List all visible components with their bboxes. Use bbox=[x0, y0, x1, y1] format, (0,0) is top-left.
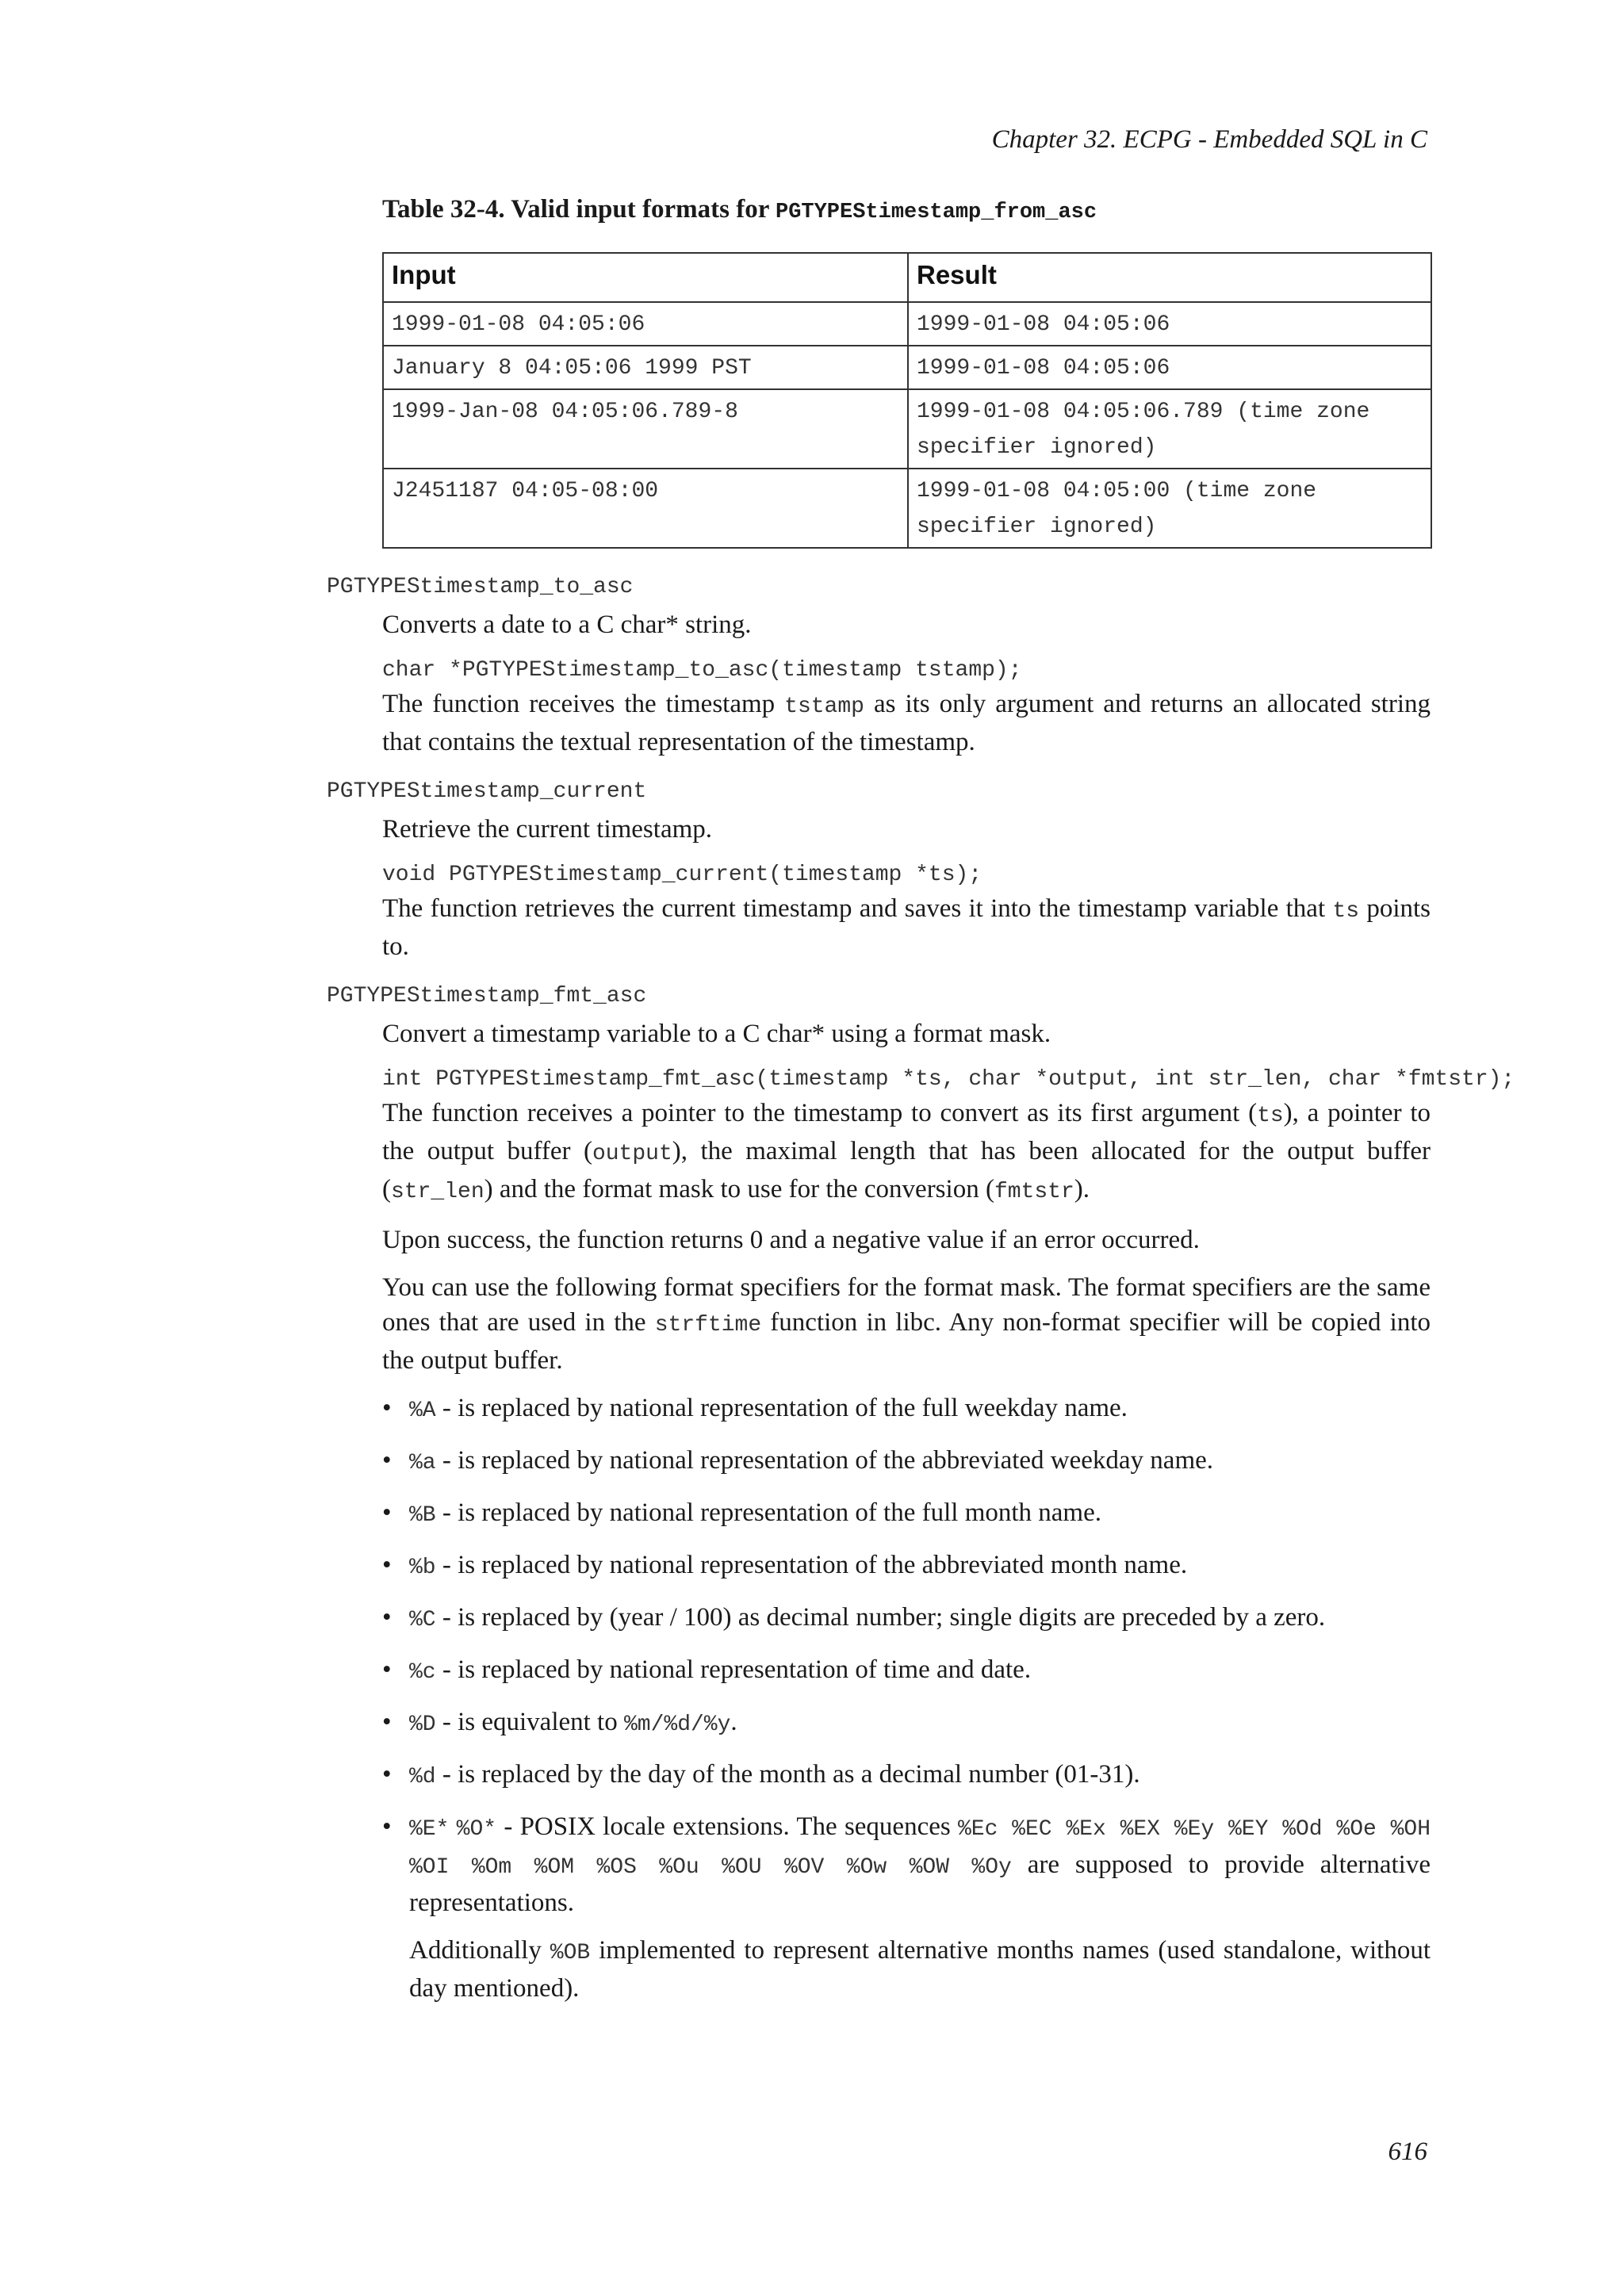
bullet-icon: • bbox=[382, 1812, 392, 1841]
table-row bbox=[383, 346, 1431, 389]
column-header-input: Input bbox=[383, 253, 908, 302]
table-cell-result: 1999-01-08 04:05:06 bbox=[908, 346, 1431, 389]
function-body bbox=[382, 1016, 1515, 2006]
inline-code: ts bbox=[1257, 1104, 1284, 1128]
function-name: PGTYPEStimestamp_fmt_asc bbox=[327, 984, 647, 1008]
inline-code: tstamp bbox=[784, 695, 864, 719]
table-header-row bbox=[383, 253, 1431, 302]
specifier-code: %Ec %EC %Ex %EX %Ey %EY %Od %Oe %OH %OI %Om %OM %OS %Ou %OU %OV %Ow %OW %Oy bbox=[409, 1817, 1431, 1880]
specifier-code: %C bbox=[409, 1608, 436, 1632]
table-title-code: PGTYPEStimestamp_from_asc bbox=[776, 201, 1097, 224]
inline-code: str_len bbox=[391, 1180, 485, 1204]
desc-text: points to. bbox=[382, 894, 1431, 961]
function-description bbox=[382, 891, 1431, 964]
specifier-code: %b bbox=[409, 1556, 436, 1580]
posix-additional-note bbox=[409, 1933, 1431, 2006]
desc-text: ), a pointer to the output buffer ( bbox=[382, 1099, 1431, 1165]
specifier-text: - is replaced by national representation of the full weekday name. bbox=[435, 1394, 1128, 1422]
list-item bbox=[382, 1652, 1431, 1690]
list-item bbox=[382, 1443, 1431, 1481]
table-title-text: Table 32-4. Valid input formats for bbox=[382, 195, 776, 224]
desc-text: as its only argument and returns an allocated string that contains the textual representation of the timestamp. bbox=[382, 690, 1431, 756]
desc-text: The function receives the timestamp bbox=[382, 690, 785, 718]
bullet-icon: • bbox=[382, 1551, 392, 1579]
function-summary: Converts a date to a C char* string. bbox=[382, 610, 752, 639]
function-description bbox=[382, 687, 1431, 760]
function-synopsis: char *PGTYPEStimestamp_to_asc(timestamp tstamp); bbox=[382, 658, 1022, 683]
specifier-text: - is replaced by national representation of the abbreviated month name. bbox=[435, 1551, 1188, 1579]
specifier-code: %D bbox=[409, 1712, 436, 1737]
list-item bbox=[382, 1809, 1431, 2006]
specifier-code: %B bbox=[409, 1503, 436, 1528]
desc-text: You can use the following format specifiers for the format mask. The format specifiers are the same ones that are used in the bbox=[382, 1273, 1431, 1337]
list-item bbox=[382, 1391, 1431, 1429]
function-synopsis: int PGTYPEStimestamp_fmt_asc(timestamp *ts, char *output, int str_len, char *fmtstr); bbox=[382, 1067, 1515, 1092]
table-row bbox=[383, 469, 1431, 548]
specifier-code: %d bbox=[409, 1765, 436, 1789]
specifier-code: %c bbox=[409, 1660, 436, 1685]
return-value-text: Upon success, the function returns 0 and a negative value if an error occurred. bbox=[382, 1226, 1200, 1254]
specifier-code: %OB bbox=[550, 1941, 591, 1965]
specifier-text: . bbox=[730, 1708, 737, 1736]
table-cell-result: 1999-01-08 04:05:06.789 (time zone specifier ignored) bbox=[908, 389, 1431, 469]
function-name: PGTYPEStimestamp_to_asc bbox=[327, 575, 634, 599]
function-reference bbox=[327, 568, 1515, 2020]
list-item bbox=[382, 1705, 1431, 1743]
function-name: PGTYPEStimestamp_current bbox=[327, 779, 647, 804]
table-cell-result: 1999-01-08 04:05:00 (time zone specifier ignored) bbox=[908, 469, 1431, 548]
running-header: Chapter 32. ECPG - Embedded SQL in C bbox=[991, 125, 1427, 154]
function-entry-fmt-asc bbox=[327, 977, 1515, 2006]
inline-code: fmtstr bbox=[994, 1180, 1074, 1204]
function-entry-current bbox=[327, 772, 1431, 964]
input-formats-table bbox=[382, 252, 1432, 549]
specifier-text: - is replaced by (year / 100) as decimal number; single digits are preceded by a zero. bbox=[435, 1603, 1326, 1632]
inline-code: output bbox=[592, 1142, 672, 1166]
function-synopsis: void PGTYPEStimestamp_current(timestamp *ts); bbox=[382, 863, 982, 887]
desc-text: The function receives a pointer to the timestamp to convert as its first argument ( bbox=[382, 1099, 1258, 1127]
table-title bbox=[382, 195, 1097, 224]
bullet-icon: • bbox=[382, 1760, 392, 1789]
desc-text: implemented to represent alternative months names (used standalone, without day mentioned). bbox=[409, 1936, 1431, 2003]
list-item bbox=[382, 1600, 1431, 1638]
bullet-icon: • bbox=[382, 1394, 392, 1422]
function-entry-to-asc bbox=[327, 568, 1431, 760]
specifier-text: are supposed to provide alternative representations. bbox=[409, 1850, 1431, 1917]
inline-code: ts bbox=[1332, 899, 1360, 924]
desc-text: The function retrieves the current timestamp and saves it into the timestamp variable that bbox=[382, 894, 1333, 923]
desc-text: ), the maximal length that has been allocated for the output buffer ( bbox=[382, 1137, 1431, 1203]
specifier-text: - is equivalent to bbox=[435, 1708, 624, 1736]
desc-text: Additionally bbox=[409, 1936, 550, 1965]
inline-code: strftime bbox=[654, 1313, 762, 1337]
specifier-code: %E* bbox=[409, 1817, 450, 1842]
table-cell-input: 1999-01-08 04:05:06 bbox=[383, 302, 908, 346]
bullet-icon: • bbox=[382, 1446, 392, 1475]
specifier-text: - is replaced by national representation of the abbreviated weekday name. bbox=[435, 1446, 1214, 1475]
column-header-result: Result bbox=[908, 253, 1431, 302]
bullet-icon: • bbox=[382, 1655, 392, 1684]
page-number: 616 bbox=[1388, 2137, 1427, 2166]
list-item bbox=[382, 1548, 1431, 1586]
table-row bbox=[383, 302, 1431, 346]
format-specifier-intro bbox=[382, 1270, 1431, 1378]
specifier-text: - is replaced by the day of the month as a decimal number (01-31). bbox=[435, 1760, 1140, 1789]
specifier-text: - is replaced by national representation of the full month name. bbox=[435, 1498, 1101, 1527]
function-body bbox=[382, 812, 1431, 964]
format-specifier-list bbox=[382, 1391, 1431, 2006]
bullet-icon: • bbox=[382, 1603, 392, 1632]
specifier-code: %m/%d/%y bbox=[623, 1712, 731, 1737]
bullet-icon: • bbox=[382, 1498, 392, 1527]
table-row bbox=[383, 389, 1431, 469]
specifier-text: - POSIX locale extensions. The sequences bbox=[496, 1812, 958, 1841]
specifier-code: %O* bbox=[456, 1817, 497, 1842]
list-item bbox=[382, 1757, 1431, 1795]
bullet-icon: • bbox=[382, 1708, 392, 1736]
function-description bbox=[382, 1096, 1431, 1210]
specifier-code: %A bbox=[409, 1399, 436, 1423]
specifier-text: - is replaced by national representation of time and date. bbox=[435, 1655, 1032, 1684]
table-cell-result: 1999-01-08 04:05:06 bbox=[908, 302, 1431, 346]
specifier-code: %a bbox=[409, 1451, 436, 1475]
list-item bbox=[382, 1495, 1431, 1533]
desc-text: ) and the format mask to use for the conversion ( bbox=[484, 1175, 994, 1203]
table-cell-input: 1999-Jan-08 04:05:06.789-8 bbox=[383, 389, 908, 469]
table-cell-input: J2451187 04:05-08:00 bbox=[383, 469, 908, 548]
desc-text: function in libc. Any non-format specifier will be copied into the output buffer. bbox=[382, 1308, 1431, 1375]
function-summary: Convert a timestamp variable to a C char* using a format mask. bbox=[382, 1020, 1051, 1048]
table-cell-input: January 8 04:05:06 1999 PST bbox=[383, 346, 908, 389]
desc-text: ). bbox=[1074, 1175, 1090, 1203]
function-summary: Retrieve the current timestamp. bbox=[382, 815, 713, 844]
function-body bbox=[382, 607, 1431, 760]
